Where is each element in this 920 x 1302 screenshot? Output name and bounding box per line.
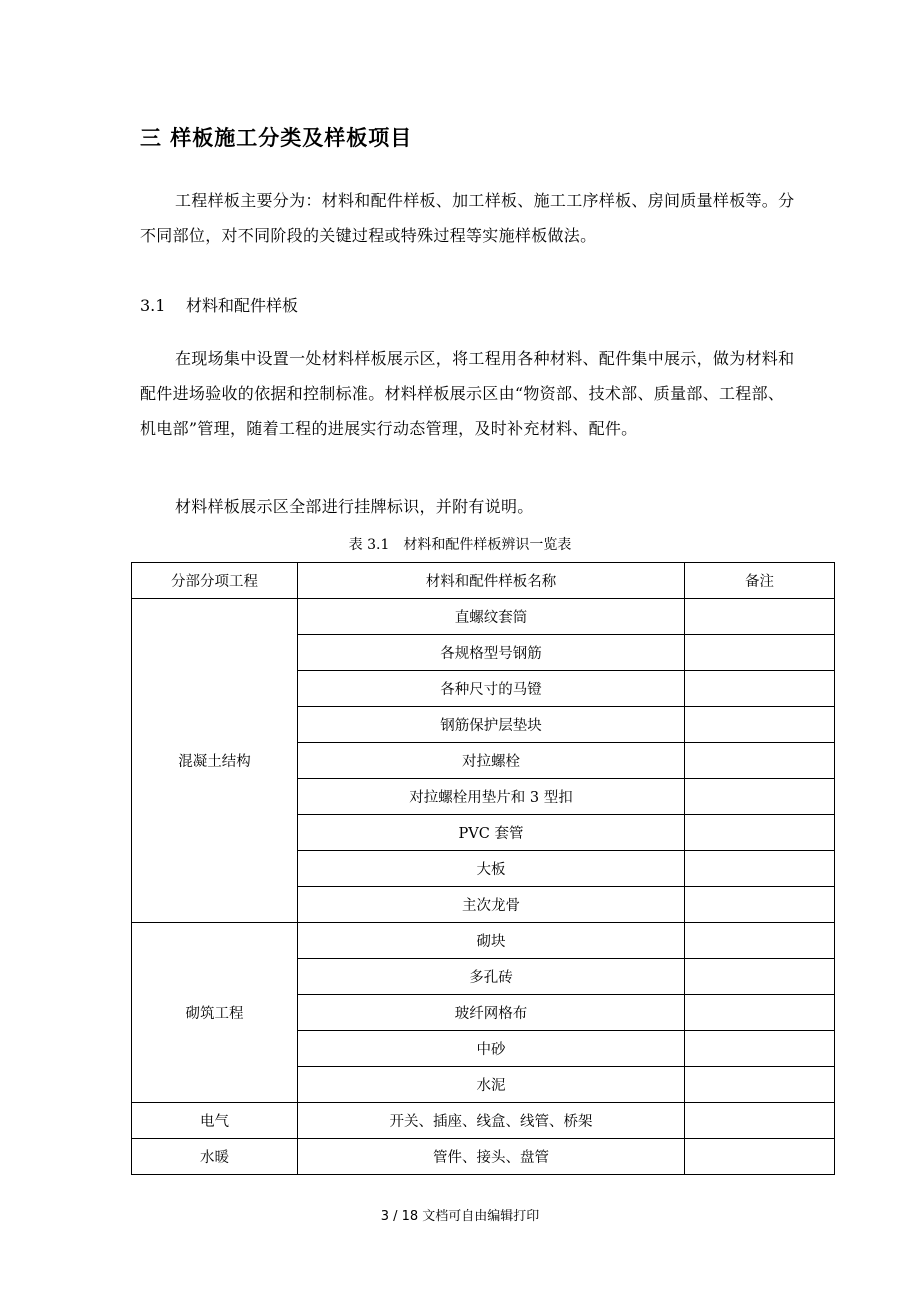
materials-table	[131, 562, 835, 1175]
sample-name-cell: 直螺纹套筒	[298, 599, 685, 635]
sample-name-cell: 钢筋保护层垫块	[298, 707, 685, 743]
remarks-cell	[685, 779, 835, 815]
sample-name-cell: 玻纤网格布	[298, 995, 685, 1031]
subsection-title: 材料和配件样板	[186, 296, 299, 315]
remarks-cell	[685, 923, 835, 959]
sample-name-cell: 对拉螺栓	[298, 743, 685, 779]
table-header-row	[132, 563, 835, 599]
sample-name-cell: 开关、插座、线盒、线管、桥架	[298, 1103, 685, 1139]
remarks-cell	[685, 815, 835, 851]
division-cell: 水暖	[132, 1139, 298, 1175]
table-row	[132, 923, 835, 959]
table-body	[132, 599, 835, 1175]
remarks-cell	[685, 995, 835, 1031]
page-footer: 3 / 18 文档可自由编辑打印	[380, 1209, 540, 1224]
header-cell-sample-name: 材料和配件样板名称	[298, 563, 685, 599]
body-paragraph-2: 材料样板展示区全部进行挂牌标识，并附有说明。	[175, 497, 534, 516]
sample-name-cell: 对拉螺栓用垫片和 3 型扣	[298, 779, 685, 815]
sample-name-cell: 中砂	[298, 1031, 685, 1067]
sample-name-cell: 多孔砖	[298, 959, 685, 995]
subsection-heading	[140, 288, 298, 323]
table-row	[132, 599, 835, 635]
remarks-cell	[685, 1139, 835, 1175]
table-row	[132, 1103, 835, 1139]
remarks-cell	[685, 851, 835, 887]
remarks-cell	[685, 707, 835, 743]
remarks-cell	[685, 671, 835, 707]
table-caption-title: 材料和配件样板辨识一览表	[403, 537, 572, 553]
remarks-cell	[685, 1067, 835, 1103]
section-heading: 三 样板施工分类及样板项目	[140, 126, 413, 150]
sample-name-cell: 大板	[298, 851, 685, 887]
remarks-cell	[685, 743, 835, 779]
table-row	[132, 1139, 835, 1175]
remarks-cell	[685, 1031, 835, 1067]
sample-name-cell: 管件、接头、盘管	[298, 1139, 685, 1175]
intro-paragraph: 工程样板主要分为：材料和配件样板、加工样板、施工工序样板、房间质量样板等。分不同部位，对不同阶段的关键过程或特殊过程等实施样板做法。	[140, 191, 795, 245]
sample-name-cell: 各种尺寸的马镫	[298, 671, 685, 707]
sample-name-cell: 各规格型号钢筋	[298, 635, 685, 671]
division-cell: 电气	[132, 1103, 298, 1139]
table-caption	[0, 534, 920, 556]
remarks-cell	[685, 599, 835, 635]
sample-name-cell: 砌块	[298, 923, 685, 959]
remarks-cell	[685, 635, 835, 671]
subsection-number: 3.1	[140, 296, 166, 315]
division-cell: 混凝土结构	[132, 599, 298, 923]
sample-name-cell: 主次龙骨	[298, 887, 685, 923]
remarks-cell	[685, 1103, 835, 1139]
body-paragraph-1: 在现场集中设置一处材料样板展示区，将工程用各种材料、配件集中展示，做为材料和配件进场验收的依据和控制标准。材料样板展示区由“物资部、技术部、质量部、工程部、机电部”管理，随着工程的进展实行动态管理，及时补充材料、配件。	[140, 349, 795, 438]
header-cell-remarks: 备注	[685, 563, 835, 599]
division-cell: 砌筑工程	[132, 923, 298, 1103]
remarks-cell	[685, 887, 835, 923]
sample-name-cell: PVC 套管	[298, 815, 685, 851]
table-caption-number: 表 3.1	[348, 537, 390, 553]
header-cell-division: 分部分项工程	[132, 563, 298, 599]
sample-name-cell: 水泥	[298, 1067, 685, 1103]
remarks-cell	[685, 959, 835, 995]
